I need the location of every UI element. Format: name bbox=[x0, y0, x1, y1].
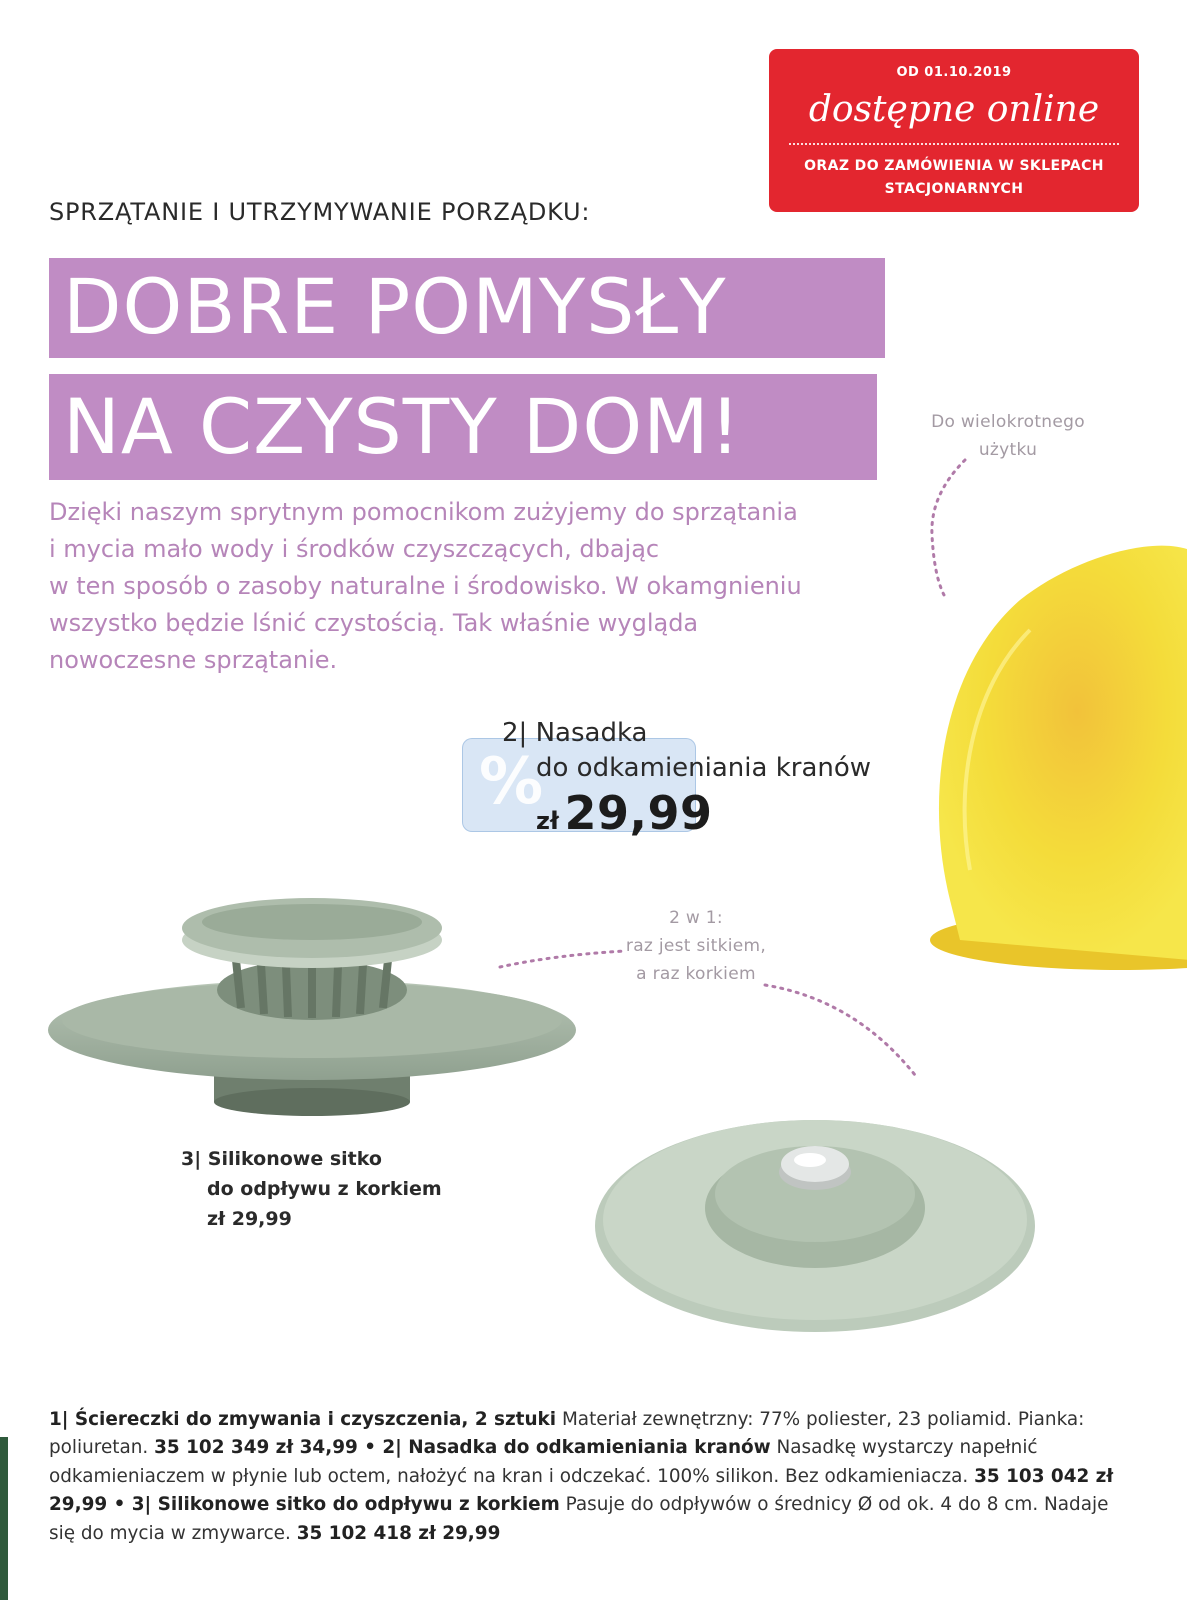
product3-name-line1: Silikonowe sitko bbox=[207, 1148, 382, 1170]
page-edge-strip bbox=[0, 1437, 8, 1600]
intro-line: Dzięki naszym sprytnym pomocnikom zużyjemy do sprzątania bbox=[49, 498, 798, 526]
badge-date: OD 01.10.2019 bbox=[896, 65, 1012, 80]
product2-currency: zł bbox=[536, 807, 559, 835]
annotation-line: a raz korkiem bbox=[636, 964, 756, 984]
annotation-line: Do wielokrotnego bbox=[931, 412, 1085, 432]
product3-number: 3| bbox=[181, 1148, 202, 1170]
product2-title-row bbox=[502, 716, 871, 751]
footer-product2-title: 2| Nasadka do odkamieniania kranów bbox=[382, 1437, 771, 1459]
footer-product3-code: 35 102 418 zł 29,99 bbox=[296, 1522, 501, 1544]
annotation-line: użytku bbox=[978, 440, 1038, 460]
product-details-footer bbox=[49, 1406, 1139, 1548]
badge-subtitle-line1: ORAZ DO ZAMÓWIENIA W SKLEPACH bbox=[804, 158, 1104, 174]
product2-price bbox=[536, 786, 712, 840]
footer-product1-desc: Materiał zewnętrzny: 77% poliester, 23 poliamid. Pianka: poliuretan. bbox=[49, 1409, 1085, 1459]
badge-divider bbox=[789, 143, 1119, 145]
yellow-faucet-cap-image bbox=[930, 540, 1187, 980]
annotation-line: 2 w 1: bbox=[669, 908, 723, 928]
section-kicker: SPRZĄTANIE I UTRZYMYWANIE PORZĄDKU: bbox=[49, 198, 591, 226]
intro-line: i mycia mało wody i środków czyszczących, dbając bbox=[49, 535, 660, 563]
footer-product1-title: 1| Ściereczki do zmywania i czyszczenia, 2 sztuki bbox=[49, 1409, 557, 1430]
headline-line2: NA CZYSTY DOM! bbox=[49, 374, 877, 480]
footer-product3-desc: Pasuje do odpływów o średnicy Ø od ok. 4 do 8 cm. Nadaje się do mycia w zmywarce. bbox=[49, 1494, 1109, 1544]
footer-product2-code: 35 103 042 zł 29,99 bbox=[49, 1465, 1114, 1516]
product2-label bbox=[502, 716, 871, 786]
product2-number: 2| bbox=[502, 718, 528, 748]
availability-badge bbox=[769, 49, 1139, 212]
intro-line: wszystko będzie lśnić czystością. Tak właśnie wygląda bbox=[49, 609, 699, 637]
product3-label bbox=[181, 1144, 442, 1234]
annotation-line: raz jest sitkiem, bbox=[625, 936, 767, 956]
product3-price: zł 29,99 bbox=[207, 1208, 292, 1230]
footer-product1-code: 35 102 349 zł 34,99 bbox=[154, 1437, 358, 1459]
dotted-leader-lines bbox=[495, 945, 955, 1095]
intro-paragraph bbox=[49, 494, 869, 679]
headline-line1: DOBRE POMYSŁY bbox=[49, 258, 885, 358]
footer-product3-title: 3| Silikonowe sitko do odpływu z korkiem bbox=[131, 1494, 560, 1516]
badge-subtitle bbox=[779, 155, 1129, 201]
percent-icon: % bbox=[479, 745, 544, 819]
product2-name-line1: Nasadka bbox=[535, 718, 648, 748]
product3-name-line2: do odpływu z korkiem bbox=[207, 1178, 442, 1200]
footer-separator: • bbox=[107, 1494, 132, 1516]
footer-separator: • bbox=[357, 1437, 383, 1459]
badge-script-text: dostępne online bbox=[808, 89, 1100, 130]
footer-product2-desc: Nasadkę wystarczy napełnić odkamieniaczem w płynie lub octem, nałożyć na kran i odczekać. 100% silikon. Bez odkamieniacza. bbox=[49, 1437, 1038, 1487]
intro-line: nowoczesne sprzątanie. bbox=[49, 646, 338, 674]
product2-name-line2: do odkamieniania kranów bbox=[536, 753, 872, 783]
intro-line: w ten sposób o zasoby naturalne i środowisko. W okamgnieniu bbox=[49, 572, 802, 600]
product3-title-row bbox=[181, 1144, 442, 1174]
product2-price-value: 29,99 bbox=[564, 786, 713, 840]
green-stopper-image bbox=[590, 1098, 1050, 1338]
badge-subtitle-line2: STACJONARNYCH bbox=[884, 181, 1024, 197]
